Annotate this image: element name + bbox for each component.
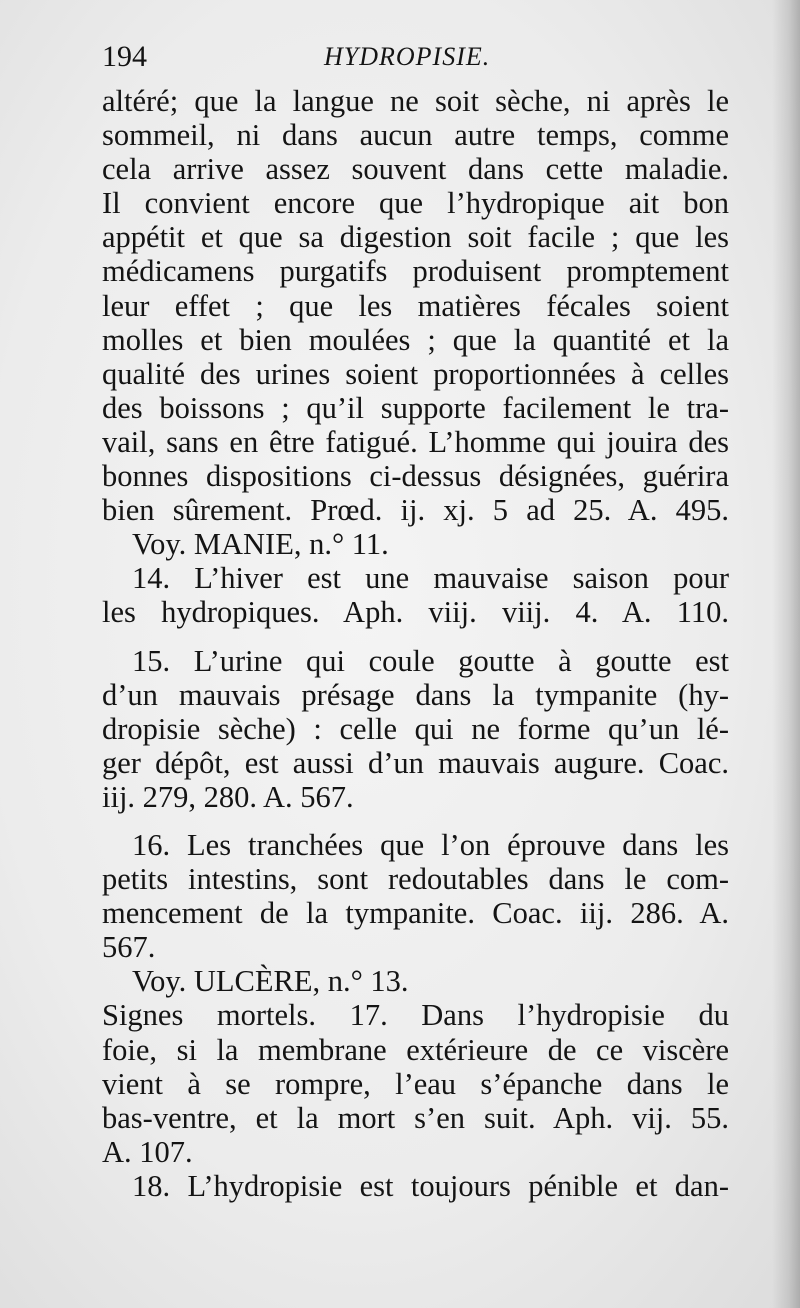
cross-reference: Voy. ULCÈRE, n.° 13. (132, 964, 409, 999)
text-line: iij. 279, 280. A. 567. (102, 779, 354, 814)
text-line: 16. Les tranchées que l’on éprouve dans les (132, 827, 729, 862)
paragraph-gap (102, 630, 729, 644)
text-line: petits intestins, sont redoutables dans le com- (102, 862, 729, 897)
page-number: 194 (102, 40, 147, 73)
text-line: ger dépôt, est aussi d’un mauvais augure. Coac. (102, 745, 729, 780)
text-line: vient à se rompre, l’eau s’épanche dans le (102, 1066, 729, 1101)
cross-reference: Voy. MANIE, n.° 11. (132, 527, 389, 562)
text-line: cela arrive assez souvent dans cette maladie. (102, 152, 729, 187)
text-line: 14. L’hiver est une mauvaise saison pour (132, 561, 729, 596)
text-line: des boissons ; qu’il supporte facilement le tra- (102, 390, 729, 425)
paragraph-gap (102, 814, 729, 828)
text-line: les hydropiques. Aph. viij. viij. 4. A. 110. (102, 595, 729, 630)
text-line: médicamens purgatifs produisent promptement (102, 254, 729, 289)
page-gutter-shadow (772, 0, 800, 1308)
text-line: leur effet ; que les matières fécales soient (102, 288, 729, 323)
text-line: molles et bien moulées ; que la quantité et la (102, 322, 729, 357)
text-line: foie, si la membrane extérieure de ce viscère (102, 1032, 729, 1067)
text-line: qualité des urines soient proportionnées à celles (102, 356, 729, 391)
text-line: A. 107. (102, 1134, 193, 1169)
page-header (102, 40, 702, 90)
text-line: dropisie sèche) : celle qui ne forme qu’un lé- (102, 711, 729, 746)
text-line: mencement de la tympanite. Coac. iij. 286. A. (102, 896, 729, 931)
text-line: bonnes dispositions ci-dessus désignées, guérira (102, 459, 729, 494)
text-line: bien sûrement. Prœd. ij. xj. 5 ad 25. A. 495. (102, 493, 729, 528)
text-line: bas-ventre, et la mort s’en suit. Aph. vij. 55. (102, 1100, 729, 1135)
text-line: appétit et que sa digestion soit facile ; que les (102, 220, 729, 255)
running-head: HYDROPISIE. (324, 42, 491, 71)
text-line: altéré; que la langue ne soit sèche, ni après le (102, 84, 729, 118)
text-line: Il convient encore que l’hydropique ait bon (102, 186, 729, 221)
text-line: sommeil, ni dans aucun autre temps, comme (102, 118, 729, 153)
text-line: d’un mauvais présage dans la tympanite (hy- (102, 677, 729, 712)
text-line: 18. L’hydropisie est toujours pénible et dan- (132, 1168, 729, 1203)
text-line: vail, sans en être fatigué. L’homme qui jouira des (102, 424, 729, 459)
text-line: 15. L’urine qui coule goutte à goutte est (132, 643, 729, 678)
text-line: Signes mortels. 17. Dans l’hydropisie du (102, 998, 729, 1033)
text-body (102, 84, 729, 1203)
text-line: 567. (102, 930, 156, 965)
